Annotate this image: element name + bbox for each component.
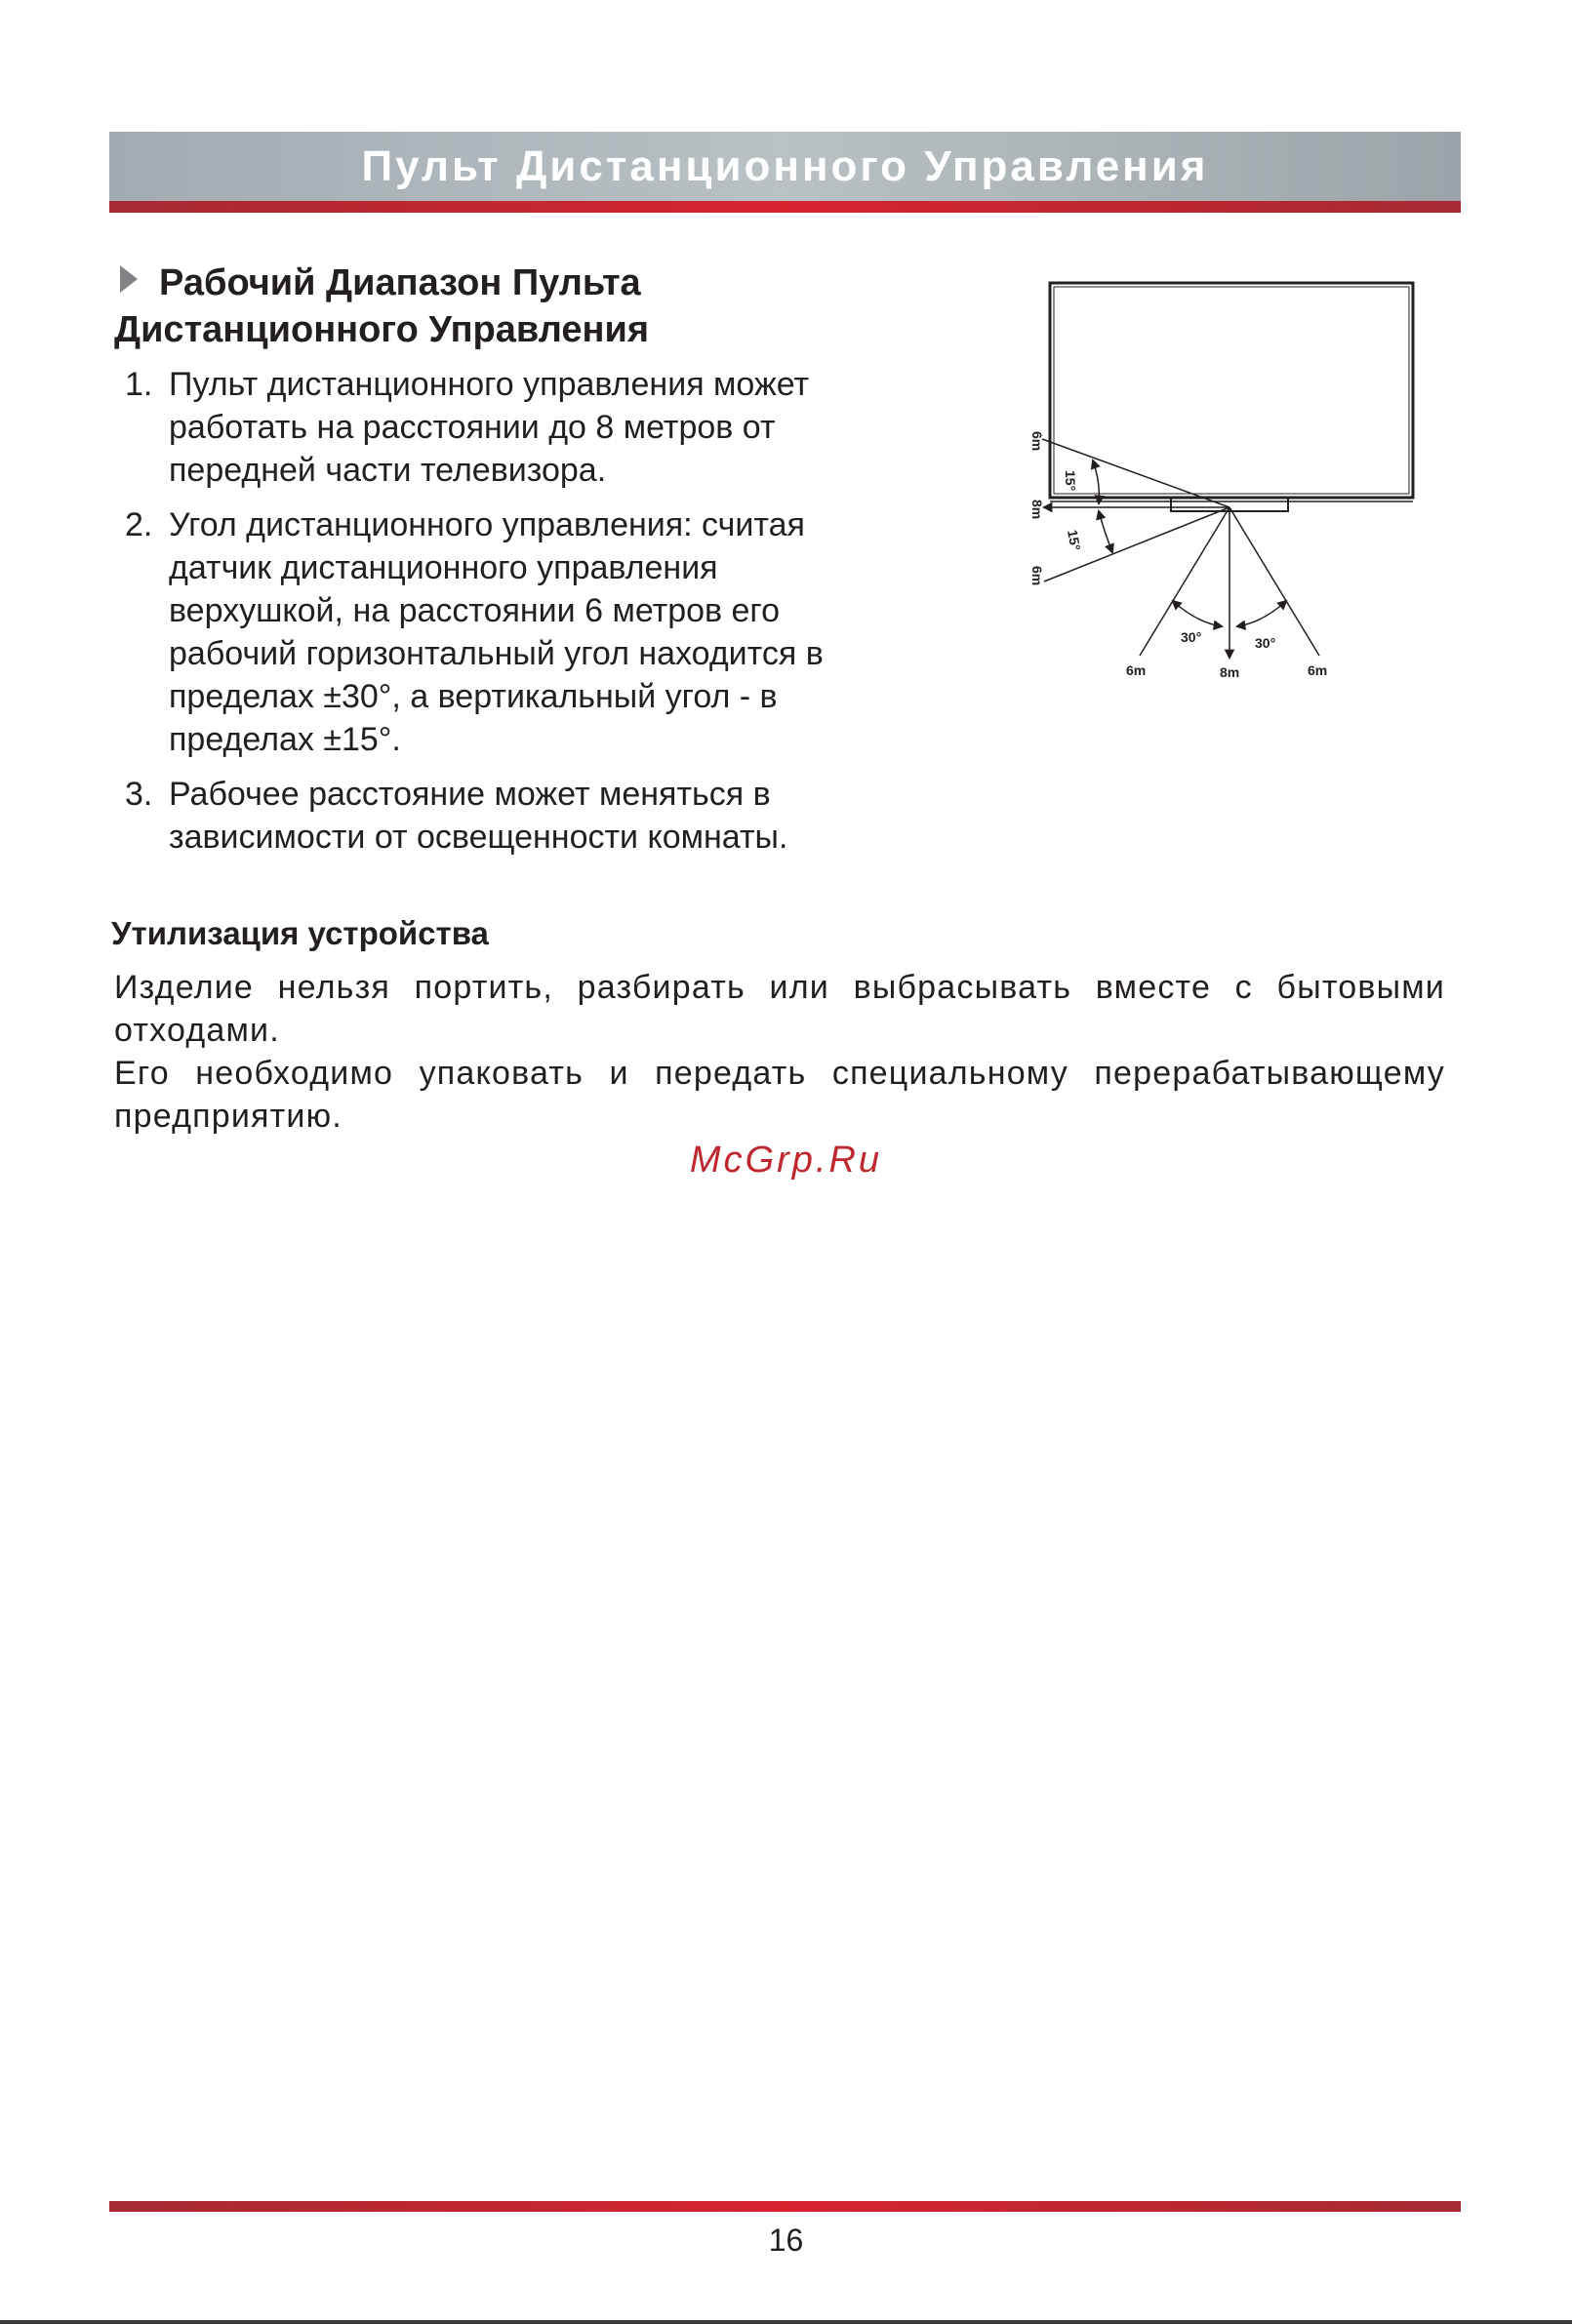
side-top-distance: 6m — [1029, 431, 1045, 452]
disposal-heading: Утилизация устройства — [111, 915, 489, 951]
disposal-body — [114, 966, 1445, 1138]
list-item-number: 2. — [125, 506, 153, 543]
header-banner — [109, 132, 1461, 213]
section-heading-line1: Рабочий Диапазон Пульта — [159, 262, 641, 303]
side-top-angle: 15° — [1063, 470, 1078, 492]
list-item-text: Пульт дистанционного управления может работать на расстоянии до 8 метров от передней части телевизора. — [169, 366, 810, 489]
side-bottom-angle-arc — [1099, 511, 1112, 552]
side-mid-distance: 8m — [1029, 500, 1045, 520]
bottom-right-angle-arc — [1237, 601, 1286, 626]
bottom-ray-right — [1229, 507, 1319, 656]
bottom-right-distance: 6m — [1308, 662, 1328, 678]
list-item-number: 1. — [125, 366, 153, 403]
list-item-text: Рабочее расстояние может меняться в зависимости от освещенности комнаты. — [169, 776, 788, 856]
list-item — [114, 773, 866, 859]
section-heading — [114, 260, 817, 353]
list-item — [114, 503, 866, 761]
section-heading-line2: Дистанционного Управления — [114, 309, 650, 350]
disposal-paragraph: Изделие нельзя портить, разбирать или выбрасывать вместе с бытовыми отходами. — [114, 969, 1445, 1049]
bottom-left-angle: 30° — [1181, 629, 1202, 645]
watermark-link[interactable]: McGrp.Ru — [689, 1140, 883, 1181]
disposal-paragraph: Его необходимо упаковать и передать специальному перерабатывающему предприятию. — [114, 1055, 1445, 1135]
tv-outer-frame — [1050, 283, 1413, 498]
triangle-bullet-icon — [120, 265, 138, 293]
list-item — [114, 363, 866, 492]
bottom-mid-distance: 8m — [1220, 664, 1240, 680]
page-bottom-edge — [0, 2320, 1572, 2324]
header-red-rule — [109, 201, 1461, 213]
footer-red-rule — [109, 2201, 1461, 2212]
bottom-right-angle: 30° — [1255, 635, 1276, 651]
list-item-text: Угол дистанционного управления: считая датчик дистанционного управления верхушкой, на расстоянии 6 метров его рабочий горизонтальный угол находится в пределах ±30°, а вертикальный угол - в пределах ±15°. — [169, 506, 824, 758]
page-number: 16 — [768, 2223, 804, 2258]
bottom-left-angle-arc — [1173, 601, 1222, 626]
side-bottom-angle: 15° — [1065, 528, 1084, 552]
list-item-number: 3. — [125, 776, 153, 813]
bottom-left-distance: 6m — [1126, 662, 1147, 678]
remote-range-diagram — [1015, 273, 1434, 693]
steps-list — [114, 363, 866, 870]
side-bottom-distance: 6m — [1029, 566, 1045, 586]
page-title: Пульт Дистанционного Управления — [361, 142, 1209, 190]
